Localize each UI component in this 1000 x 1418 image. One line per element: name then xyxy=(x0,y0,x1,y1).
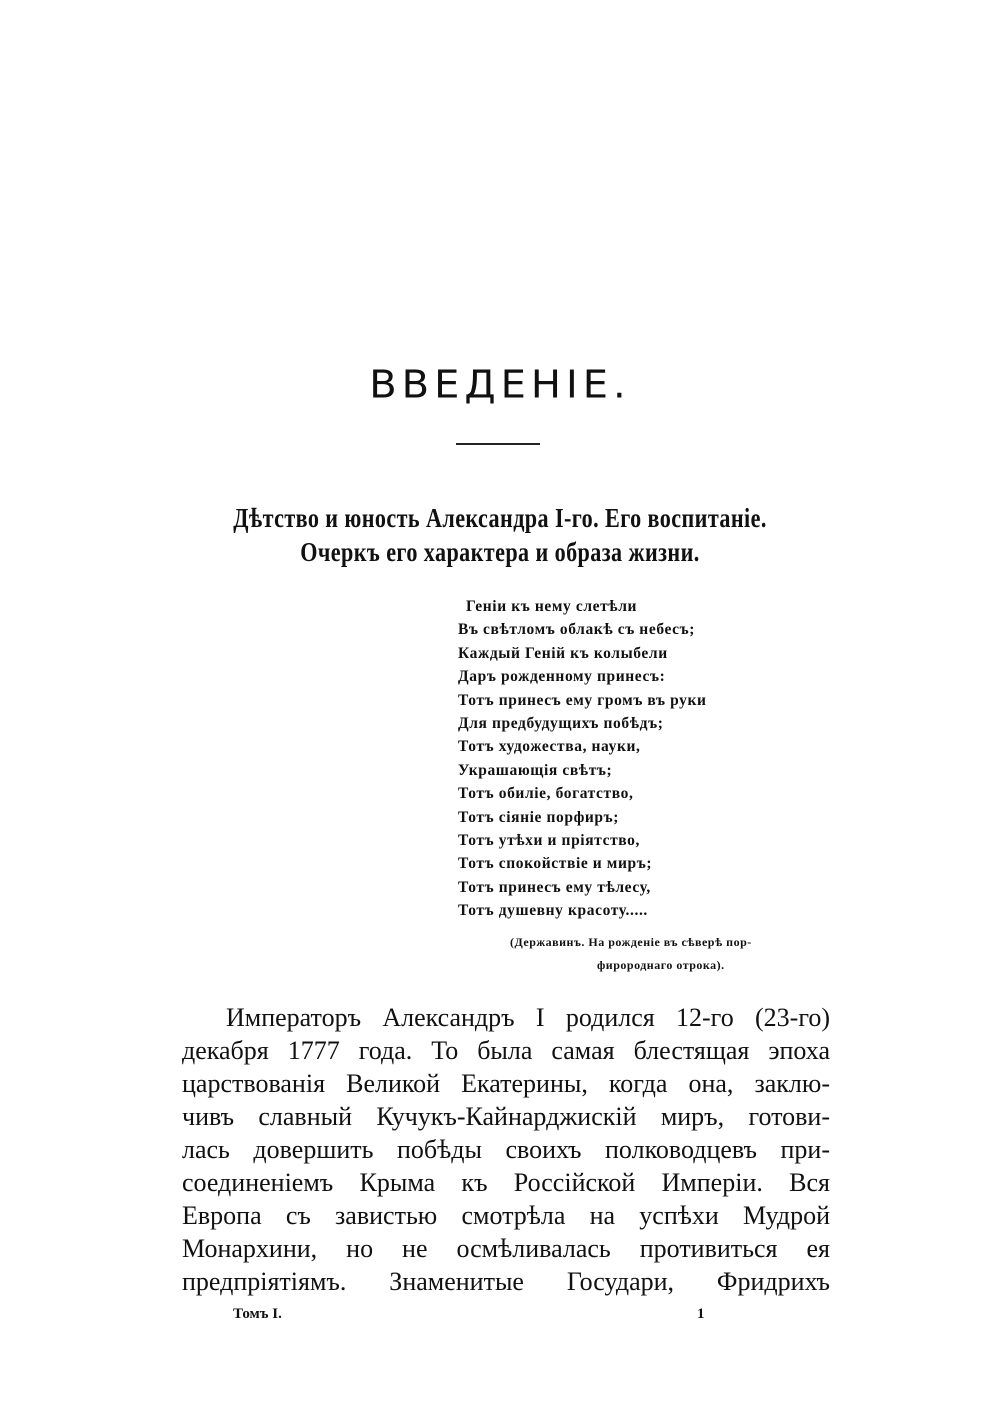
chapter-subtitle-line-1: Дѣтство и юность Александра I-го. Его воспитаніе. xyxy=(233,503,767,533)
poem-line: Геніи къ нему слетѣли xyxy=(466,598,638,615)
title-divider xyxy=(456,443,540,445)
paragraph-line: царствованія Великой Екатерины, когда она, заклю- xyxy=(182,1069,830,1098)
poem-line: Тотъ душевну красоту..... xyxy=(458,902,648,920)
paragraph-line: Монархини, но не осмѣливалась противиться ея xyxy=(182,1234,830,1263)
attribution-line-2: фиророднаго отрока). xyxy=(597,958,725,972)
poem-line: Въ свѣтломъ облакѣ съ небесъ; xyxy=(458,621,696,639)
paragraph-line: соединеніемъ Крыма къ Россійской Имперіи. Вся xyxy=(182,1168,830,1197)
poem-line: Тотъ сіяніе порфиръ; xyxy=(458,808,620,826)
body-paragraph xyxy=(182,1001,830,1298)
chapter-subtitle-line-2: Очеркъ его характера и образа жизни. xyxy=(300,537,700,567)
paragraph-line: Европа съ завистью смотрѣла на успѣхи Мудрой xyxy=(182,1201,830,1230)
page-number: 1 xyxy=(697,1306,705,1322)
poem-line: Тотъ художества, науки, xyxy=(458,738,641,756)
paragraph-line: чивъ славный Кучукъ-Кайнарджискій миръ, готови- xyxy=(182,1102,830,1131)
footer-volume: Томъ I. xyxy=(233,1306,282,1322)
poem-line: Тотъ принесъ ему громъ въ руки xyxy=(458,691,707,709)
epigraph-attribution xyxy=(510,931,752,977)
poem-line: Тотъ принесъ ему тѣлесу, xyxy=(458,878,651,896)
attribution-line-1: (Державинъ. На рожденіе въ сѣверѣ пор- xyxy=(510,935,752,949)
paragraph-line: Императоръ Александръ I родился 12-го (23-го) xyxy=(226,1003,830,1032)
epigraph-poem xyxy=(458,595,707,922)
poem-line: Даръ рожденному принесъ: xyxy=(458,668,666,686)
poem-line: Тотъ утѣхи и пріятство, xyxy=(458,831,640,849)
poem-line: Для предбудущихъ побѣдъ; xyxy=(458,714,664,732)
poem-line: Украшающія свѣтъ; xyxy=(458,761,613,779)
paragraph-line: лась довершить побѣды своихъ полководцевъ при- xyxy=(182,1135,830,1164)
paragraph-line: предпріятіямъ. Знаменитые Государи, Фридрихъ xyxy=(182,1267,830,1296)
poem-line: Тотъ спокойствіе и миръ; xyxy=(458,855,653,873)
paragraph-line: декабря 1777 года. То была самая блестящая эпоха xyxy=(182,1036,830,1065)
poem-line: Тотъ обиліе, богатство, xyxy=(458,785,634,803)
poem-line: Каждый Геній къ колыбели xyxy=(458,644,668,662)
chapter-title: ВВЕДЕНІЕ. xyxy=(369,363,631,407)
